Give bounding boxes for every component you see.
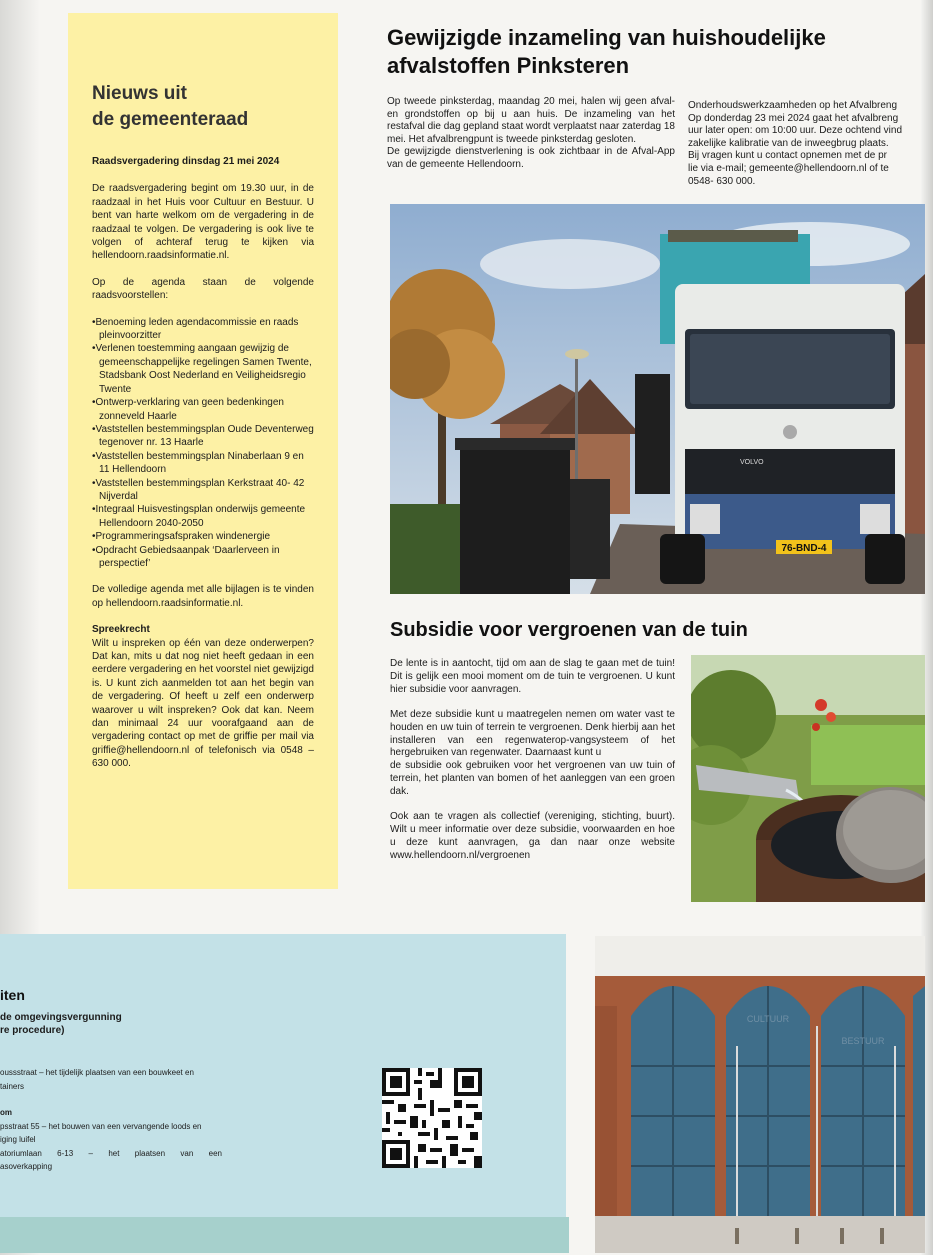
agenda-item: • Integraal Huisvestingsplan onderwijs gemeente Hellendoorn 2040-2050 <box>92 503 314 530</box>
agenda-item: • Benoeming leden agendacommissie en raads pleinvoorzitter <box>92 316 314 343</box>
council-news-title-line2: de gemeenteraad <box>92 109 249 130</box>
waste-article-para: De gewijzigde dienstverlening is ook zichtbaar in de Afval-App van de gemeente Hellendoorn. <box>387 146 675 170</box>
agenda-item: • Ontwerp-verklaring van geen bedenkingen zonneveld Haarle <box>92 396 314 423</box>
column2-line: zakelijke kalibratie van de inweegbrug plaats. <box>688 137 889 149</box>
permit-item-line: tainers <box>0 1081 25 1091</box>
truck-brand-label: VOLVO <box>740 459 764 466</box>
truck-license-plate: 76-BND-4 <box>781 543 827 554</box>
agenda-intro: Op de agenda staan de volgende raadsvoorstellen: <box>92 276 314 302</box>
town-hall-photo <box>595 936 925 1253</box>
garbage-truck-photo <box>390 204 925 594</box>
agenda-item: • Vaststellen bestemmingsplan Kerkstraat 40- 42 Nijverdal <box>92 477 314 504</box>
subsidy-para: Met deze subsidie kunt u maatregelen nemen om water vast te houden en uw tuin of terrein te vergroenen. Denk hierbij aan het installeren van een regenwaterop-vangsysteem of het hergebruiken van regenwater. Daarnaast kunt u <box>390 708 675 759</box>
council-news-title-line1: Nieuws uit <box>92 83 188 104</box>
rain-barrel-photo <box>691 655 925 902</box>
permit-item-line: oussstraat – het tijdelijk plaatsen van een bouwkeet en <box>0 1068 194 1077</box>
waste-article-para: Op tweede pinksterdag, maandag 20 mei, halen wij geen afval- en grondstoffen op bij u aan huis. De inzameling van het restafval die dag gepland staat wordt verplaatst naar zaterdag 18 mei. Het afvalbrengpunt is tweede pinksterdag gesloten. <box>387 96 675 145</box>
waste-article-column2 <box>688 100 924 200</box>
town-hall-illustration <box>595 936 925 1253</box>
column2-line: uur later open: om 10:00 uur. Deze ochtend vind <box>688 125 903 137</box>
waste-article-column1 <box>387 96 675 172</box>
agenda-list <box>92 316 314 571</box>
spreekrecht-heading: Spreekrecht <box>92 624 150 636</box>
permits-title: iten <box>0 987 25 1003</box>
waste-article-title: Gewijzigde inzameling van huishoudelijke afvalstoffen Pinksteren <box>387 25 826 78</box>
qr-code-icon[interactable] <box>382 1068 482 1168</box>
column2-line: lie via e-mail; gemeente@hellendoorn.nl of te <box>688 162 889 174</box>
permits-panel-footer-strip <box>0 1217 569 1253</box>
rain-barrel-illustration <box>691 655 925 902</box>
permits-subtitle-line2: re procedure) <box>0 1025 65 1036</box>
agenda-item: • Vaststellen bestemmingsplan Oude Deventerweg tegenover nr. 13 Haarle <box>92 423 314 450</box>
permit-item-line: asoverkapping <box>0 1162 53 1171</box>
permits-subtitle <box>0 1011 122 1037</box>
agenda-item: • Vaststellen bestemmingsplan Ninaberlaan 9 en 11 Hellendoorn <box>92 450 314 477</box>
garbage-truck-illustration <box>390 204 925 594</box>
agenda-item: • Opdracht Gebiedsaanpak ‘Daarlerveen in perspectief’ <box>92 544 314 571</box>
permit-item-line: iging luifel <box>0 1135 36 1144</box>
column2-line: Op donderdag 23 mei 2024 gaat het afvalbreng <box>688 112 899 124</box>
council-news-title <box>92 81 314 133</box>
facade-lettering: BESTUUR <box>841 1036 885 1046</box>
column2-line: Bij vragen kunt u contact opnemen met de pr <box>688 150 888 162</box>
facade-lettering: CULTUUR <box>746 1014 790 1024</box>
permits-list <box>0 1066 222 1174</box>
column2-line: Onderhoudswerkzaamheden op het Afvalbreng <box>688 100 898 111</box>
subsidy-article-text <box>390 658 675 875</box>
council-news-box <box>68 13 338 889</box>
subsidy-para: Ook aan te vragen als collectief (vereniging, stichting, buurt). Wilt u meer informatie over deze subsidie, voorwaarden en hoe u deze kunt aanvragen, ga dan naar onze website www.hellendoorn.nl/vergroenen <box>390 811 675 861</box>
meeting-intro: De raadsvergadering begint om 19.30 uur, in de raadzaal in het Huis voor Cultuur en Bestuur. U bent van harte welkom om de vergadering in de raadzaal te volgen. De vergadering is ook live te volgen of achteraf terug te kijken via hellendoorn.raadsinformatie.nl. <box>92 183 314 262</box>
agenda-outro: De volledige agenda met alle bijlagen is te vinden op hellendoorn.raadsinformatie.nl. <box>92 584 314 609</box>
agenda-item: • Programmeringsafspraken windenergie <box>92 530 314 543</box>
spreekrecht-text: Wilt u inspreken op één van deze onderwerpen? Dat kan, mits u dat nog niet heeft gedaan in een eerdere vergadering en het voorstel niet gewijzigd is. U kunt zich aanmelden tot aan het begin van de vergadering. Of heeft u zelf een onderwerp waarover u wilt inspreken? Ook dat kan. Neem dan minimaal 24 uur voorafgaand aan de vergadering contact op met de griffie per mail via griffie@hellendoorn.nl of telefonisch via 0548 – 630 000. <box>92 637 314 770</box>
subsidy-para: De lente is in aantocht, tijd om aan de slag te gaan met de tuin! Dit is gelijk een mooi moment om de tuin te vergroenen. U kunt hier subsidie voor aanvragen. <box>390 658 675 695</box>
column2-line: 0548- 630 000. <box>688 175 756 187</box>
permit-item-line: psstraat 55 – het bouwen van een vervangende loods en <box>0 1121 202 1131</box>
subsidy-article-title: Subsidie voor vergroenen van de tuin <box>390 619 748 641</box>
permit-place: om <box>0 1108 12 1117</box>
subsidy-para: de subsidie ook gebruiken voor het vergroenen van uw tuin of terrein, het planten van bomen of het aanleggen van een groen dak. <box>390 760 675 798</box>
meeting-heading: Raadsvergadering dinsdag 21 mei 2024 <box>92 156 280 167</box>
agenda-item: • Verlenen toestemming aangaan gewijzig de gemeenschappelijke regelingen Samen Twente, Stadsbank Oost Nederland en Veiligheidsregio Twente <box>92 342 314 396</box>
permit-item-line: atoriumlaan 6-13 – het plaatsen van een <box>0 1148 222 1158</box>
permits-subtitle-line1: de omgevingsvergunning <box>0 1012 122 1023</box>
